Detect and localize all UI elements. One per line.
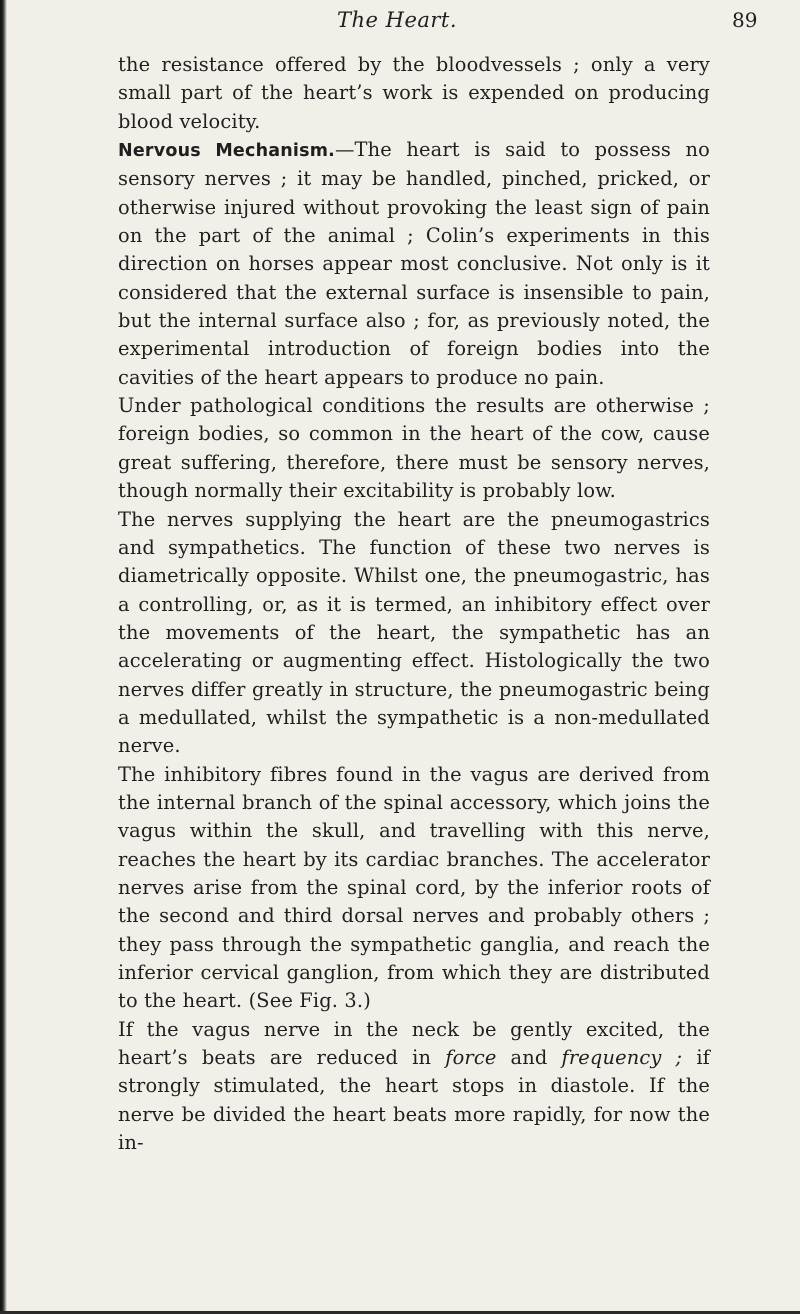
- paragraph-6-part-a: If the vagus nerve in the neck be gently excited, the heart’s beats are reduced in: [118, 1017, 710, 1070]
- paragraph-4: The nerves supplying the heart are the pneumogastrics and sympathetics. The function of these two nerves is diametrically opposite. Whilst one, the pneumogastric, has a controlling, or, as it is termed, an inhibitory effect over the movements of the heart, the sympathetic has an accelerating or augmenting effect. Histologically the two nerves differ greatly in structure, the pneumogastric being a medullated, whilst the sympathetic is a non-medullated nerve.: [118, 507, 710, 758]
- paragraph-6-part-c: if strongly stimulated, the heart stops in diastole. If the nerve be divided the heart beats more rapidly, for now the in-: [118, 1046, 711, 1155]
- italic-frequency: frequency ;: [561, 1046, 683, 1070]
- paragraph-3: Under pathological conditions the results are otherwise ; foreign bodies, so common in the heart of the cow, cause great suffering, therefore, there must be sensory nerves, though normally their excitability is probably low.: [118, 394, 710, 503]
- paragraph-1: the resistance offered by the bloodvessels ; only a very small part of the heart’s work is expended on producing blood velocity.: [118, 53, 710, 133]
- paragraph-6-part-b: and: [496, 1046, 562, 1070]
- paragraph-6: [118, 1016, 710, 1158]
- italic-force: force: [445, 1046, 497, 1070]
- page-number: 89: [732, 8, 758, 32]
- section-heading-nervous-mechanism: Nervous Mechanism.: [118, 141, 335, 162]
- running-title: The Heart.: [337, 8, 458, 32]
- body-text: [118, 51, 710, 1157]
- paragraph-2-text: —The heart is said to possess no sensory nerves ; it may be handled, pinched, pricked, or otherwise injured without provoking the least sign of pain on the part of the animal ; Colin’s experiments in this direction on horses appear most conclusive. Not only is it considered that the external surface is insensible to pain, but the internal surface also ; for, as previously noted, the experimental introduction of foreign bodies into the cavities of the heart appears to produce no pain.: [118, 138, 710, 389]
- paragraph-5: The inhibitory fibres found in the vagus are derived from the internal branch of the spinal accessory, which joins the vagus within the skull, and travelling with this nerve, reaches the heart by its cardiac branches. The accelerator nerves arise from the spinal cord, by the inferior roots of the second and third dorsal nerves and probably others ; they pass through the sympathetic ganglia, and reach the inferior cervical ganglion, from which they are distributed to the heart. (See Fig. 3.): [118, 762, 710, 1013]
- running-header: [0, 4, 800, 38]
- paragraph-nervous-mechanism: [118, 136, 710, 392]
- page-binding-edge: [0, 0, 7, 1314]
